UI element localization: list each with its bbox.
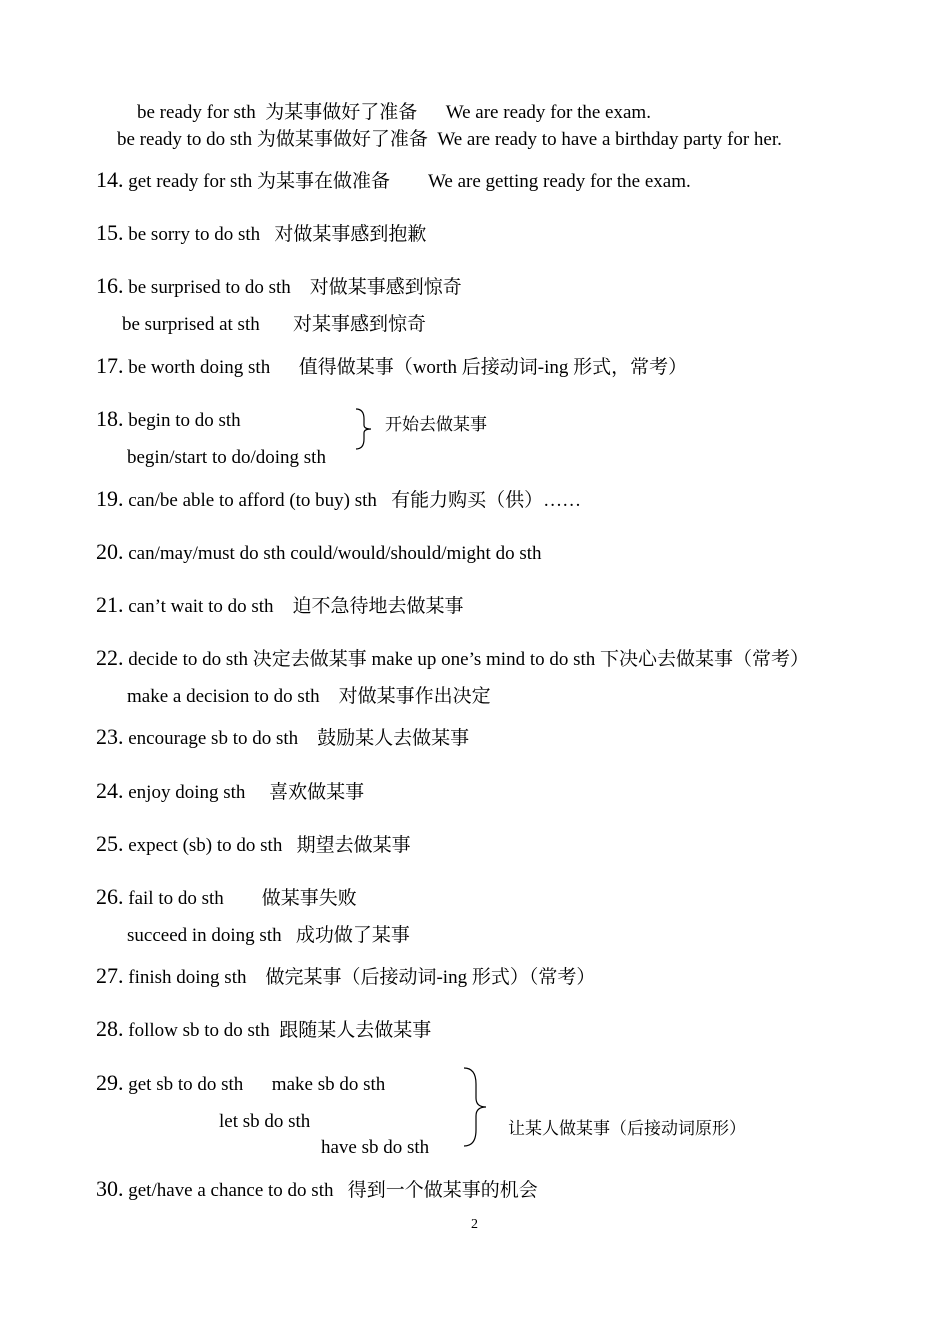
item-22	[96, 646, 809, 672]
item-number: 25.	[96, 831, 124, 856]
item-20	[96, 540, 542, 566]
item-text: get ready for sth 为某事在做准备 We are getting ready for the exam.	[123, 171, 691, 192]
item-text: enjoy doing sth 喜欢做某事	[123, 782, 365, 803]
line-be-ready-to: be ready to do sth 为做某事做好了准备 We are ready to have a birthday party for her.	[117, 129, 782, 150]
item-number: 19.	[96, 486, 124, 511]
item-number: 30.	[96, 1176, 124, 1201]
item-text: be sorry to do sth 对做某事感到抱歉	[123, 224, 427, 245]
item-number: 29.	[96, 1070, 124, 1095]
item-text: get sb to do sth make sb do sth	[123, 1074, 386, 1095]
item-number: 22.	[96, 645, 124, 670]
item-17	[96, 354, 687, 380]
item-29-sub-have: have sb do sth	[321, 1137, 430, 1158]
item-number: 15.	[96, 220, 124, 245]
brace-18	[352, 407, 374, 451]
item-number: 26.	[96, 884, 124, 909]
item-number: 20.	[96, 539, 124, 564]
item-number: 18.	[96, 406, 124, 431]
item-18-sub: begin/start to do/doing sth	[127, 447, 326, 468]
item-27	[96, 964, 595, 990]
item-number: 23.	[96, 724, 124, 749]
item-text: decide to do sth 决定去做某事 make up one’s mind to do sth 下决心去做某事（常考）	[123, 649, 810, 670]
item-text: can’t wait to do sth 迫不急待地去做某事	[123, 596, 464, 617]
item-14	[96, 168, 691, 194]
item-number: 14.	[96, 167, 124, 192]
item-26-sub: succeed in doing sth 成功做了某事	[127, 925, 410, 946]
item-15	[96, 221, 426, 247]
item-25	[96, 832, 411, 858]
item-text: get/have a chance to do sth 得到一个做某事的机会	[123, 1180, 538, 1201]
item-number: 21.	[96, 592, 124, 617]
item-number: 16.	[96, 273, 124, 298]
item-21	[96, 593, 464, 619]
item-number: 28.	[96, 1016, 124, 1041]
item-text: finish doing sth 做完某事（后接动词-ing 形式）（常考）	[123, 967, 596, 988]
item-30	[96, 1177, 538, 1203]
item-29-note: 让某人做某事（后接动词原形）	[508, 1119, 746, 1138]
item-text: follow sb to do sth 跟随某人去做某事	[123, 1020, 432, 1041]
item-text: can/may/must do sth could/would/should/might do sth	[123, 543, 542, 564]
item-text: fail to do sth 做某事失败	[123, 888, 357, 909]
item-text: begin to do sth	[123, 410, 241, 431]
line-be-ready-for: be ready for sth 为某事做好了准备 We are ready for the exam.	[137, 102, 651, 123]
item-18	[96, 407, 241, 433]
item-23	[96, 725, 469, 751]
item-text: expect (sb) to do sth 期望去做某事	[123, 835, 411, 856]
item-29	[96, 1071, 385, 1097]
item-19	[96, 487, 581, 513]
brace-29	[460, 1066, 490, 1148]
item-text: can/be able to afford (to buy) sth 有能力购买（供）……	[123, 490, 582, 511]
item-text: be surprised to do sth 对做某事感到惊奇	[123, 277, 462, 298]
item-number: 17.	[96, 353, 124, 378]
item-18-note: 开始去做某事	[385, 415, 487, 434]
item-16	[96, 274, 462, 300]
item-29-sub-let: let sb do sth	[219, 1111, 311, 1132]
item-number: 27.	[96, 963, 124, 988]
item-28	[96, 1017, 431, 1043]
item-24	[96, 779, 364, 805]
item-16-sub: be surprised at sth 对某事感到惊奇	[122, 314, 426, 335]
item-text: be worth doing sth 值得做某事（worth 后接动词-ing 形式，常考）	[123, 357, 688, 378]
item-text: encourage sb to do sth 鼓励某人去做某事	[123, 728, 470, 749]
item-22-sub: make a decision to do sth 对做某事作出决定	[127, 686, 491, 707]
item-number: 24.	[96, 778, 124, 803]
item-26	[96, 885, 357, 911]
page-number: 2	[471, 1217, 478, 1232]
